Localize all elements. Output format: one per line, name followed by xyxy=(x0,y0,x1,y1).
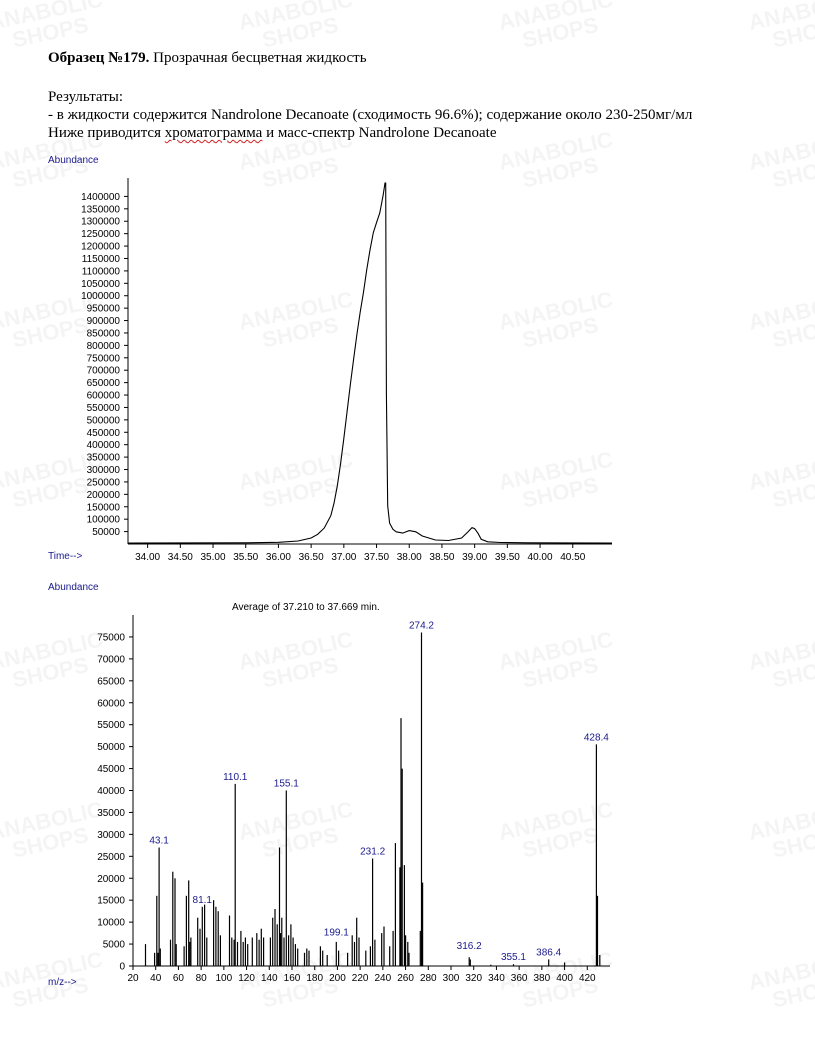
spectrum-x-tick-label: 20 xyxy=(127,973,139,984)
spectrum-y-tick-label: 15000 xyxy=(97,895,125,907)
chromatogram-y-tick-label: 1100000 xyxy=(81,266,120,278)
spectrum-y-tick-label: 45000 xyxy=(97,764,125,776)
chromatogram-y-tick-label: 600000 xyxy=(86,390,120,402)
spectrum-x-tick-label: 160 xyxy=(283,973,301,984)
chromatogram-x-tick-label: 37.50 xyxy=(364,552,390,563)
spectrum-x-tick-label: 100 xyxy=(215,973,233,984)
chromatogram-y-tick-label: 300000 xyxy=(86,465,120,477)
chromatogram-y-tick-label: 1000000 xyxy=(81,291,120,303)
chromatogram-x-tick-label: 35.50 xyxy=(233,552,259,563)
spectrum-x-tick-label: 340 xyxy=(488,973,505,984)
chromatogram-y-tick-label: 50000 xyxy=(92,527,120,539)
spectrum-x-tick-label: 120 xyxy=(238,973,255,984)
spectrum-y-tick-label: 5000 xyxy=(102,939,125,951)
spectrum-peak-label: 231.2 xyxy=(360,846,386,858)
spectrum-x-tick-label: 400 xyxy=(556,973,573,984)
spectrum-y-tick-label: 35000 xyxy=(97,807,125,819)
spectrum-title: Average of 37.210 to 37.669 min. xyxy=(232,602,380,613)
chromatogram-x-tick-label: 38.00 xyxy=(396,552,422,563)
spectrum-y-tick-label: 40000 xyxy=(97,786,125,797)
chromatogram-trace xyxy=(128,183,612,543)
result-line: - в жидкости содержится Nandrolone Decanoate (сходимость 96.6%); содержание около 230-250мг/мл xyxy=(48,107,693,123)
intro-text-c: и масс-спектр Nandrolone Decanoate xyxy=(262,125,497,141)
chromatogram-x-tick-label: 40.00 xyxy=(527,552,553,563)
spectrum-y-tick-label: 50000 xyxy=(97,742,125,754)
chromatogram-x-tick-label: 40.50 xyxy=(560,552,586,563)
spectrum-x-tick-label: 140 xyxy=(260,973,278,984)
mass-spectrum xyxy=(48,582,610,988)
chromatogram-y-tick-label: 1350000 xyxy=(81,204,120,216)
spectrum-x-tick-label: 80 xyxy=(195,973,207,984)
spectrum-y-tick-label: 60000 xyxy=(97,698,125,710)
chromatogram-x-tick-label: 36.50 xyxy=(298,552,324,563)
chromatogram-y-tick-label: 350000 xyxy=(86,452,120,464)
chromatogram-y-tick-label: 150000 xyxy=(86,502,120,514)
spectrum-peak-label: 386.4 xyxy=(536,947,562,959)
spectrum-peak-label: 43.1 xyxy=(149,835,169,847)
chromatogram-y-tick-label: 1200000 xyxy=(81,241,120,253)
chromatogram-y-tick-label: 1150000 xyxy=(81,253,120,265)
spectrum-x-tick-label: 360 xyxy=(510,973,528,984)
chromatogram-y-tick-label: 950000 xyxy=(86,303,120,315)
spectrum-x-tick-label: 260 xyxy=(397,973,414,984)
chromatogram-x-tick-label: 39.00 xyxy=(462,552,488,563)
spectrum-peak-label: 355.1 xyxy=(500,951,526,963)
spectrum-y-tick-label: 30000 xyxy=(97,829,125,841)
spectrum-x-tick-label: 240 xyxy=(374,973,392,984)
spectrum-x-label: m/z--> xyxy=(48,977,77,988)
chromatogram-x-tick-label: 37.00 xyxy=(331,552,357,563)
chromatogram-y-tick-label: 900000 xyxy=(86,316,120,328)
intro-text-b: хроматограмма xyxy=(164,125,263,141)
spectrum-y-tick-label: 55000 xyxy=(97,720,125,732)
chromatogram-y-tick-label: 550000 xyxy=(86,402,120,414)
chromatogram-y-tick-label: 1050000 xyxy=(81,278,120,290)
spectrum-x-tick-label: 420 xyxy=(578,973,596,984)
chromatogram-y-tick-label: 700000 xyxy=(86,365,120,377)
spectrum-y-tick-label: 75000 xyxy=(97,632,125,644)
spectrum-peak-label: 199.1 xyxy=(323,927,349,939)
sample-description: Прозрачная бесцветная жидкость xyxy=(149,50,367,66)
spectrum-x-tick-label: 320 xyxy=(465,973,483,984)
spectrum-y-tick-label: 0 xyxy=(119,961,125,973)
spectrum-peak-label: 110.1 xyxy=(223,771,248,783)
spectrum-x-tick-label: 40 xyxy=(150,973,162,984)
spectrum-x-tick-label: 60 xyxy=(172,973,184,984)
chromatogram-y-tick-label: 500000 xyxy=(86,415,120,427)
chromatogram-y-label: Abundance xyxy=(48,155,99,166)
spectrum-peak-label: 81.1 xyxy=(192,894,213,906)
spectrum-y-tick-label: 20000 xyxy=(97,873,125,885)
spectrum-x-tick-label: 280 xyxy=(419,973,437,984)
chromatogram-x-tick-label: 38.50 xyxy=(429,552,455,563)
spectrum-x-tick-label: 380 xyxy=(533,973,551,984)
intro-text-a: Ниже приводится xyxy=(48,125,165,141)
results-label: Результаты: xyxy=(48,89,123,105)
spectrum-y-label: Abundance xyxy=(48,582,99,593)
chromatogram-y-tick-label: 1300000 xyxy=(81,216,120,228)
sample-title: Образец №179. xyxy=(48,50,150,66)
chromatogram-y-tick-label: 250000 xyxy=(86,477,120,489)
spectrum-x-tick-label: 180 xyxy=(306,973,324,984)
spectrum-peak-label: 428.4 xyxy=(583,732,609,744)
chromatogram-x-tick-label: 35.00 xyxy=(200,552,226,563)
spectrum-y-tick-label: 25000 xyxy=(97,851,125,863)
chromatogram-y-tick-label: 1400000 xyxy=(81,191,120,203)
chromatogram xyxy=(48,155,612,563)
chromatogram-y-tick-label: 750000 xyxy=(86,353,120,365)
chromatogram-y-tick-label: 200000 xyxy=(86,489,120,501)
spectrum-y-tick-label: 70000 xyxy=(97,654,125,666)
chromatogram-x-label: Time--> xyxy=(48,551,83,562)
chromatogram-y-tick-label: 100000 xyxy=(86,514,120,526)
spectrum-y-tick-label: 10000 xyxy=(97,917,125,929)
chromatogram-x-tick-label: 34.50 xyxy=(167,552,193,563)
chromatogram-y-tick-label: 450000 xyxy=(86,427,120,439)
spectrum-peak-label: 316.2 xyxy=(456,940,482,952)
spectrum-peak-label: 155.1 xyxy=(273,778,299,790)
chromatogram-y-tick-label: 800000 xyxy=(86,340,120,352)
chromatogram-y-tick-label: 1250000 xyxy=(81,229,120,241)
spectrum-peak-label: 274.2 xyxy=(408,620,434,632)
chromatogram-x-tick-label: 36.00 xyxy=(265,552,291,563)
chromatogram-y-tick-label: 850000 xyxy=(86,328,120,340)
spectrum-y-tick-label: 65000 xyxy=(97,676,125,688)
spectrum-x-tick-label: 220 xyxy=(351,973,369,984)
chromatogram-y-tick-label: 650000 xyxy=(86,378,120,390)
chromatogram-x-tick-label: 34.00 xyxy=(135,552,161,563)
chromatogram-x-tick-label: 39.50 xyxy=(494,552,520,563)
spectrum-x-tick-label: 200 xyxy=(329,973,346,984)
spectrum-x-tick-label: 300 xyxy=(442,973,460,984)
chromatogram-y-tick-label: 400000 xyxy=(86,440,120,452)
